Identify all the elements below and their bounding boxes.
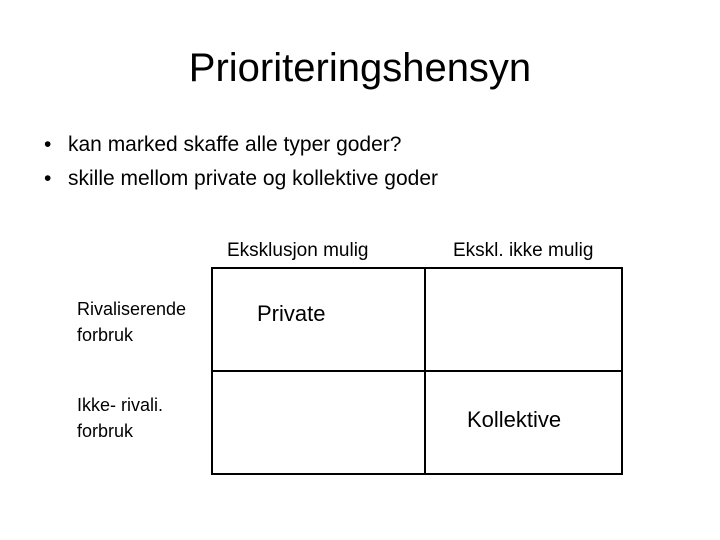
row-header-line: Rivaliserende bbox=[77, 299, 187, 319]
bullet-item bbox=[44, 128, 438, 162]
row-header-line: Ikke- rivali. bbox=[77, 395, 164, 415]
cell-private: Private bbox=[257, 301, 326, 326]
row-header-line: forbruk bbox=[77, 421, 134, 441]
row-header-rival bbox=[77, 296, 186, 348]
cell-collective: Kollektive bbox=[467, 407, 562, 432]
goods-matrix bbox=[211, 267, 623, 475]
row-header-line: forbruk bbox=[77, 325, 134, 345]
column-header-exclusion-not-possible: Ekskl. ikke mulig bbox=[453, 240, 594, 261]
bullet-text: skille mellom private og kollektive goder bbox=[68, 167, 438, 190]
bullet-text: kan marked skaffe alle typer goder? bbox=[68, 133, 402, 156]
slide-title: Prioriteringshensyn bbox=[188, 46, 532, 90]
bullet-list bbox=[44, 128, 438, 196]
bullet-item bbox=[44, 162, 438, 196]
row-header-non-rival bbox=[77, 392, 163, 444]
bullet-marker: • bbox=[44, 167, 52, 190]
bullet-marker: • bbox=[44, 133, 52, 156]
column-header-exclusion-possible: Eksklusjon mulig bbox=[227, 240, 369, 261]
matrix-divider-horizontal bbox=[211, 370, 623, 372]
